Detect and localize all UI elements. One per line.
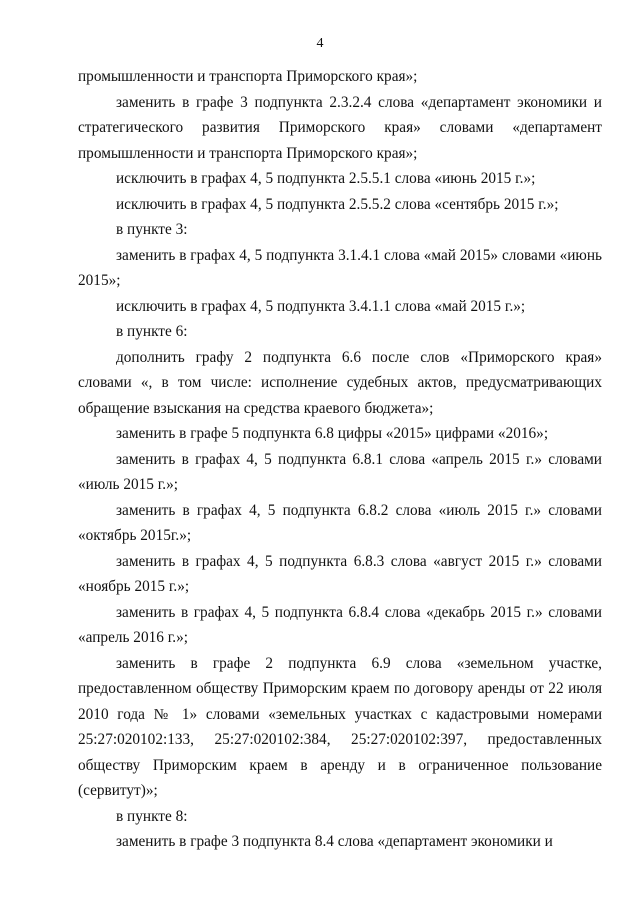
paragraph-replace-2-3-2-4: заменить в графе 3 подпункта 2.3.2.4 слова «департамент экономики и стратегического развития Приморского края» словами «департамент промышленности и транспорта Приморского края»; [78,93,602,162]
paragraph-point-3-heading: в пункте 3: [116,221,188,238]
paragraph-point-8-heading: в пункте 8: [116,807,188,825]
paragraph-exclude-3-4-1-1: исключить в графах 4, 5 подпункта 3.4.1.1 слова «май 2015 г.»; [116,297,526,315]
paragraph-exclude-2-5-5-2: исключить в графах 4, 5 подпункта 2.5.5.2 слова «сентябрь 2015 г.»; [116,195,559,213]
page-number: 4 [316,36,324,51]
paragraph-replace-8-4: заменить в графе 3 подпункта 8.4 слова «департамент экономики и [116,833,553,850]
paragraph-replace-6-8-2: заменить в графах 4, 5 подпункта 6.8.2 слова «июль 2015 г.» словами «октябрь 2015г.»; [78,501,602,544]
paragraph-exclude-2-5-5-1: исключить в графах 4, 5 подпункта 2.5.5.1 слова «июнь 2015 г.»; [116,170,536,187]
paragraph-replace-6-8-3: заменить в графах 4, 5 подпункта 6.8.3 слова «август 2015 г.» словами «ноябрь 2015 г.»; [78,552,602,595]
paragraph-replace-6-9: заменить в графе 2 подпункта 6.9 слова «земельном участке, предоставленном обществу Приморским краем по договору аренды от 22 июля 2010 года № 1» словами «земельных участках с кадастровыми номерами 25:27:020102:133, 25:27:020102:384, 25:27:020102:397, предоставленных обществу Приморским краем в аренду и в ограниченное пользование (сервитут)»; [78,654,602,799]
document-body [78,64,602,855]
paragraph-supplement-6-6: дополнить графу 2 подпункта 6.6 после слов «Приморского края» словами «, в том числе: исполнение судебных актов, предусматривающих обращение взыскания на средства краевого бюджета»; [78,348,602,417]
paragraph-point-6-heading: в пункте 6: [116,323,188,340]
paragraph-replace-3-1-4-1: заменить в графах 4, 5 подпункта 3.1.4.1 слова «май 2015» словами «июнь 2015»; [78,246,602,289]
paragraph-continuation: промышленности и транспорта Приморского края»; [78,68,418,85]
paragraph-replace-6-8: заменить в графе 5 подпункта 6.8 цифры «2015» цифрами «2016»; [116,425,549,442]
paragraph-replace-6-8-1: заменить в графах 4, 5 подпункта 6.8.1 слова «апрель 2015 г.» словами «июль 2015 г.»; [78,450,602,493]
paragraph-replace-6-8-4: заменить в графах 4, 5 подпункта 6.8.4 слова «декабрь 2015 г.» словами «апрель 2016 г.»; [78,603,602,646]
